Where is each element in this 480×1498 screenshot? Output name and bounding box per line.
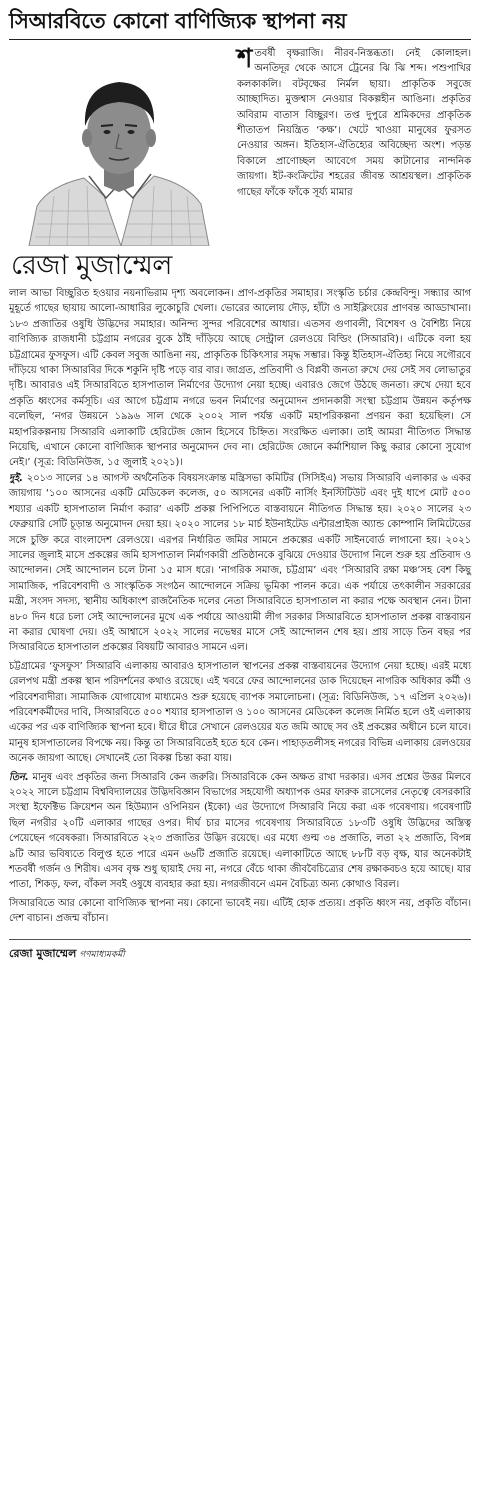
- section-three-marker: তিন.: [9, 771, 29, 783]
- author-role: গণমাধ্যমকর্মী: [79, 949, 125, 960]
- section-three-text: মানুষ এবং প্রকৃতির জন্য সিআরবি কেন জরুরি। সিআরবিকে কেন অক্ষত রাখা দরকার। এসব প্রশ্নের উত্তর মিলবে ২০২২ সালে চট্টগ্রাম বিশ্ববিদ্যালয়ের উদ্ভিদবিজ্ঞান বিভাগের সহযোগী অধ্যাপক ওমর ফারুক রাসেলের নেতৃত্বে বেসরকারি সংস্থা ইফেক্টিভ ক্রিয়েশন অন হিউম্যান ওপিনিয়ন (ইকো) এর উদ্যোগে সিআরবি নিয়ে করা এক গবেষণায়। গবেষণাটি ছিল নগরীর ২০টি এলাকার গাছের ওপর। দীর্ঘ চার মাসের গবেষণায় সিআরবিতে ১৮৩টি ওষুধি উদ্ভিদের অস্তিত্ব পেয়েছেন গবেষকরা। সিআরবিতে ২২৩ প্রজাতির উদ্ভিদ রয়েছে। এর মধ্যে গুল্ম ৩৪ প্রজাতি, লতা ২২ প্রজাতি, বিপন্ন ৯টি আর ভবিষ্যতে বিলুপ্ত হতে পারে এমন ৬৬টি প্রজাতি রয়েছে। এলাকাটিতে আছে ৮৮টি বড় বৃক্ষ, যার অনেকটাই শতবর্ষী গর্জন ও শিরীষ। এসব বৃক্ষ শুধু ছায়াই দেয় না, নগরে বেঁচে থাকা জীববৈচিত্র্যের শেষ রক্ষাকবচও হয়ে আছে। যার পাতা, শিকড়, ফল, বাঁকল সবই ওষুধে ব্যবহার করা হয়। নগরজীবনে এমন বৈচিত্র্য অন্য কোথাও বিরল।: [9, 771, 471, 891]
- section-two-marker: দুই.: [9, 472, 23, 484]
- lead-paragraph: [237, 46, 471, 200]
- section-three-paragraph: [9, 770, 471, 893]
- section-two-text: ২০১৩ সালের ১৪ আগস্ট অর্থনৈতিক বিষয়সংক্রান্ত মন্ত্রিসভা কমিটির (সিসিইএ) সভায় সিআরবি এলাকার ৬ একর জায়গায় ‘১০০ আসনের একটি মেডিকেল কলেজ, ৫০ আসনের একটি নার্সিং ইনস্টিটিউট এবং দুই ধাপে মোট ৫০০ শয্যার একটি হাসপাতাল নির্মাণ করার’ একটি প্রকল্প পিপিপিতে বাস্তবায়নে নীতিগত সিদ্ধান্ত হয়। ২০২০ সালের ২৩ ফেব্রুয়ারি সেটি চূড়ান্ত অনুমোদন দেয়া হয়। ২০২০ সালের ১৮ মার্চ ইউনাইটেড এন্টারপ্রাইজ অ্যান্ড কোম্পানি লিমিটেডের সঙ্গে চুক্তি করে বাংলাদেশ রেলওয়ে। এরপর নির্ধারিত জমির সামনে প্রকল্পের একটি সাইনবোর্ড লাগানো হয়। ২০২১ সালের জুলাই মাসে প্রকল্পের জমি হাসপাতাল নির্মাণকারী প্রতিষ্ঠানকে বুঝিয়ে দেওয়ার উদ্যোগ নিলে শুরু হয় প্রতিবাদ ও আন্দোলন। সেই আন্দোলন চলে টানা ১৫ মাস ধরে। ‘নাগরিক সমাজ, চট্টগ্রাম’ এবং ‘সিআরবি রক্ষা মঞ্চ’সহ বেশ কিছু সামাজিক, পরিবেশবাদী ও সাংস্কৃতিক সংগঠন আন্দোলনে সক্রিয় ভূমিকা পালন করে। এক পর্যায়ে তৎকালীন সরকারের মন্ত্রী, সংসদ সদস্য, স্থানীয় অধিকাংশ রাজনৈতিক দলের নেতা সিআরবিতে হাসপাতাল না করার পক্ষে অবস্থান নেন। টানা ৪৮০ দিন ধরে চলা সেই আন্দোলনের মুখে এক পর্যায়ে আওয়ামী লীগ সরকার সিআরবিতে হাসপাতাল প্রকল্প বাস্তবায়ন না করার ঘোষণা দেয়। ওই আশ্বাসে ২০২২ সালের নভেম্বর মাসে সেই আন্দোলন শেষ হয়। প্রায় সাড়ে তিন বছর পর সিআরবিতে হাসপাতাল প্রকল্পের বিষয়টি আবারও সামনে এল।: [9, 472, 471, 654]
- article-top: [9, 46, 471, 286]
- footer-author-name: রেজা মুজাম্মেল: [9, 946, 77, 960]
- lead-column: [231, 46, 471, 286]
- section-two-paragraph-2: চট্টগ্রামের ‘ফুসফুস’ সিআরবি এলাকায় আবারও হাসপাতাল স্থাপনের প্রকল্প বাস্তবায়নের উদ্যোগ নেয়া হচ্ছে। এরই মধ্যে রেলপথ মন্ত্রী প্রকল্প স্থান পরিদর্শনের কথাও রয়েছে। এই খবরে ফের আন্দোলনের ডাক দিয়েছেন নাগরিক অধিকার কর্মী ও পরিবেশবাদীরা। সামাজিক যোগাযোগ মাধ্যমেও শুরু হয়েছে ব্যাপক সমালোচনা। (সূত্র: বিডিনিউজ, ১৭ এপ্রিল ২০২৬)। পরিবেশকর্মীদের দাবি, সিআরবিতে ৫০০ শয্যার হাসপাতাল ও ১০০ আসনের মেডিকেল কলেজ নির্মিত হলে ওই এলাকায় একের পর এক বাণিজ্যিক স্থাপনা হবে। ধীরে ধীরে সেখানে রেলওয়ের যত জমি আছে সব ওই প্রকল্পের অধীনে চলে যাবে। মানুষ হাসপাতালের বিপক্ষে নয়। কিন্তু তা সিআরবিতেই হতে হবে কেন। পাহাড়তলীসহ নগরের বিভিন্ন এলাকায় রেলওয়ের অনেক জায়গা আছে। সেখানেই তো বিকল্প চিন্তা করা যায়।: [9, 660, 471, 765]
- drop-cap: শ: [237, 44, 253, 74]
- author-portrait: [9, 46, 231, 246]
- author-block: [9, 46, 231, 286]
- headline: সিআরবিতে কোনো বাণিজ্যিক স্থাপনা নয়: [9, 6, 471, 40]
- lead-text: তবর্ষী বৃক্ষরাজি। নীরব-নিস্তব্ধতা। নেই কোলাহল। অনতিদূর থেকে আসে ট্রেনের ঝি ঝি শব্দ। পশুপাখির কলকাকলি। বটবৃক্ষের নির্মল ছায়া। প্রাকৃতিক সবুজে আচ্ছাদিত। মুক্তশ্বাস নেওয়ার বিকল্পহীন আঙিনা। প্রকৃতির অবিরাম বাতাস বিচ্ছুরণ। তপ্ত দুপুরে শ্রমিকদের প্রাকৃতিক শীতাতপ নিয়ন্ত্রিত ‘কক্ষ’। খেটে খাওয়া মানুষের ফুরসত নেওয়ার অঙ্গন। ইতিহাস-ঐতিহ্যের অবিচ্ছেদ্য অংশ। পড়ন্ত বিকালে প্রাণোচ্ছল আবেগে সময় কাটানোর নান্দনিক জায়গা। ইট-কংক্রিটের শহরের জীবন্ত আশ্রয়স্থল। প্রাকৃতিক গাছের ফাঁকে ফাঁকে সূর্য্য মামার: [237, 48, 471, 198]
- footer-byline: [9, 946, 471, 963]
- lead-continuation: লাল আভা বিচ্ছুরিত হওয়ার নয়নাভিরাম দৃশ্য অবলোকন। প্রাণ-প্রকৃতির সমাহার। সংস্কৃতি চর্চার কেন্দ্রবিন্দু। সন্ধ্যার আগ মুহূর্তে গাছের ছায়ায় আলো-আধারির লুকোচুরি খেলা। ভোরের আলোয় দৌড়, হাঁটা ও সাইক্লিংয়ের প্রাণবন্ত আড্ডাখানা। ১৮৩ প্রজাতির ওষুধি উদ্ভিদের সমাহার। অনিন্দ্য সুন্দর পরিবেশের আধার। এতসব গুণাবলী, বিশেষণ ও বৈশিষ্ট্য নিয়ে বাণিজ্যিক রাজধানী চট্টগ্রাম নগরের বুকে ঠাঁই দাঁড়িয়ে আছে সেন্ট্রাল রেলওয়ে বিল্ডিং (সিআরবি)। এটিকে বলা হয় চট্টগ্রামের ফুসফুস। এটি কেবল সবুজ আঙিনা নয়, প্রাকৃতিক চিকিৎসার সমৃদ্ধ সম্ভার। কিন্তু ইতিহাস-ঐতিহ্য নিয়ে সগৌরবে দাঁড়িয়ে থাকা সিআরবির দিকে শকুনি দৃষ্টি পড়ে বার বার। জাগ্রত, প্রতিবাদী ও বিপ্লবী জনতা রুখে দেয় সেই সব লোভাতুর দৃষ্টি। আবারও এই সিআরবিতে হাসপাতাল নির্মাণের উদ্যোগ নেয়া হচ্ছে। এবারও জেগে উঠছে জনতা। রুখে দেয়া হবে প্রকৃতি ধ্বংসের কর্মসূচি। এর আগে চট্টগ্রাম নগরে ভবন নির্মাণের অনুমোদন প্রদানকারী সংস্থা চট্টগ্রাম উন্নয়ন কর্তৃপক্ষ বলেছিল, ‘নগর উন্নয়নে ১৯৯৬ সাল থেকে ২০০২ সাল পর্যন্ত একটি মহাপরিকল্পনা প্রণয়ন করা হয়েছিল। সে মহাপরিকল্পনায় সিআরবি এলাকাটি হেরিটেজ জোন হিসেবে চিহ্নিত। সংরক্ষিত এলাকা। তাই আমরা নীতিগত সিদ্ধান্ত নিয়েছি, এখানে কোনো বাণিজ্যিক স্থাপনার অনুমোদন দেব না। হেরিটেজ জোনে কর্মাশিয়াল কিছু করার কোনো সুযোগ নেই।’ (সূত্র: বিডিনিউজ, ১৫ জুলাই ২০২১)।: [9, 288, 471, 469]
- footer-divider: [9, 939, 471, 940]
- section-two-paragraph: [9, 471, 471, 656]
- closing-paragraph: সিআরবিতে আর কোনো বাণিজ্যিক স্থাপনা নয়। কোনো ভাবেই নয়। এটিই হোক প্রত্যয়। প্রকৃতি ধ্বংস নয়, প্রকৃতি বাঁচান। দেশ বাচান। প্রজন্ম বাঁচান।: [9, 897, 471, 925]
- author-name-large: রেজা মুজাম্মেল: [11, 250, 172, 281]
